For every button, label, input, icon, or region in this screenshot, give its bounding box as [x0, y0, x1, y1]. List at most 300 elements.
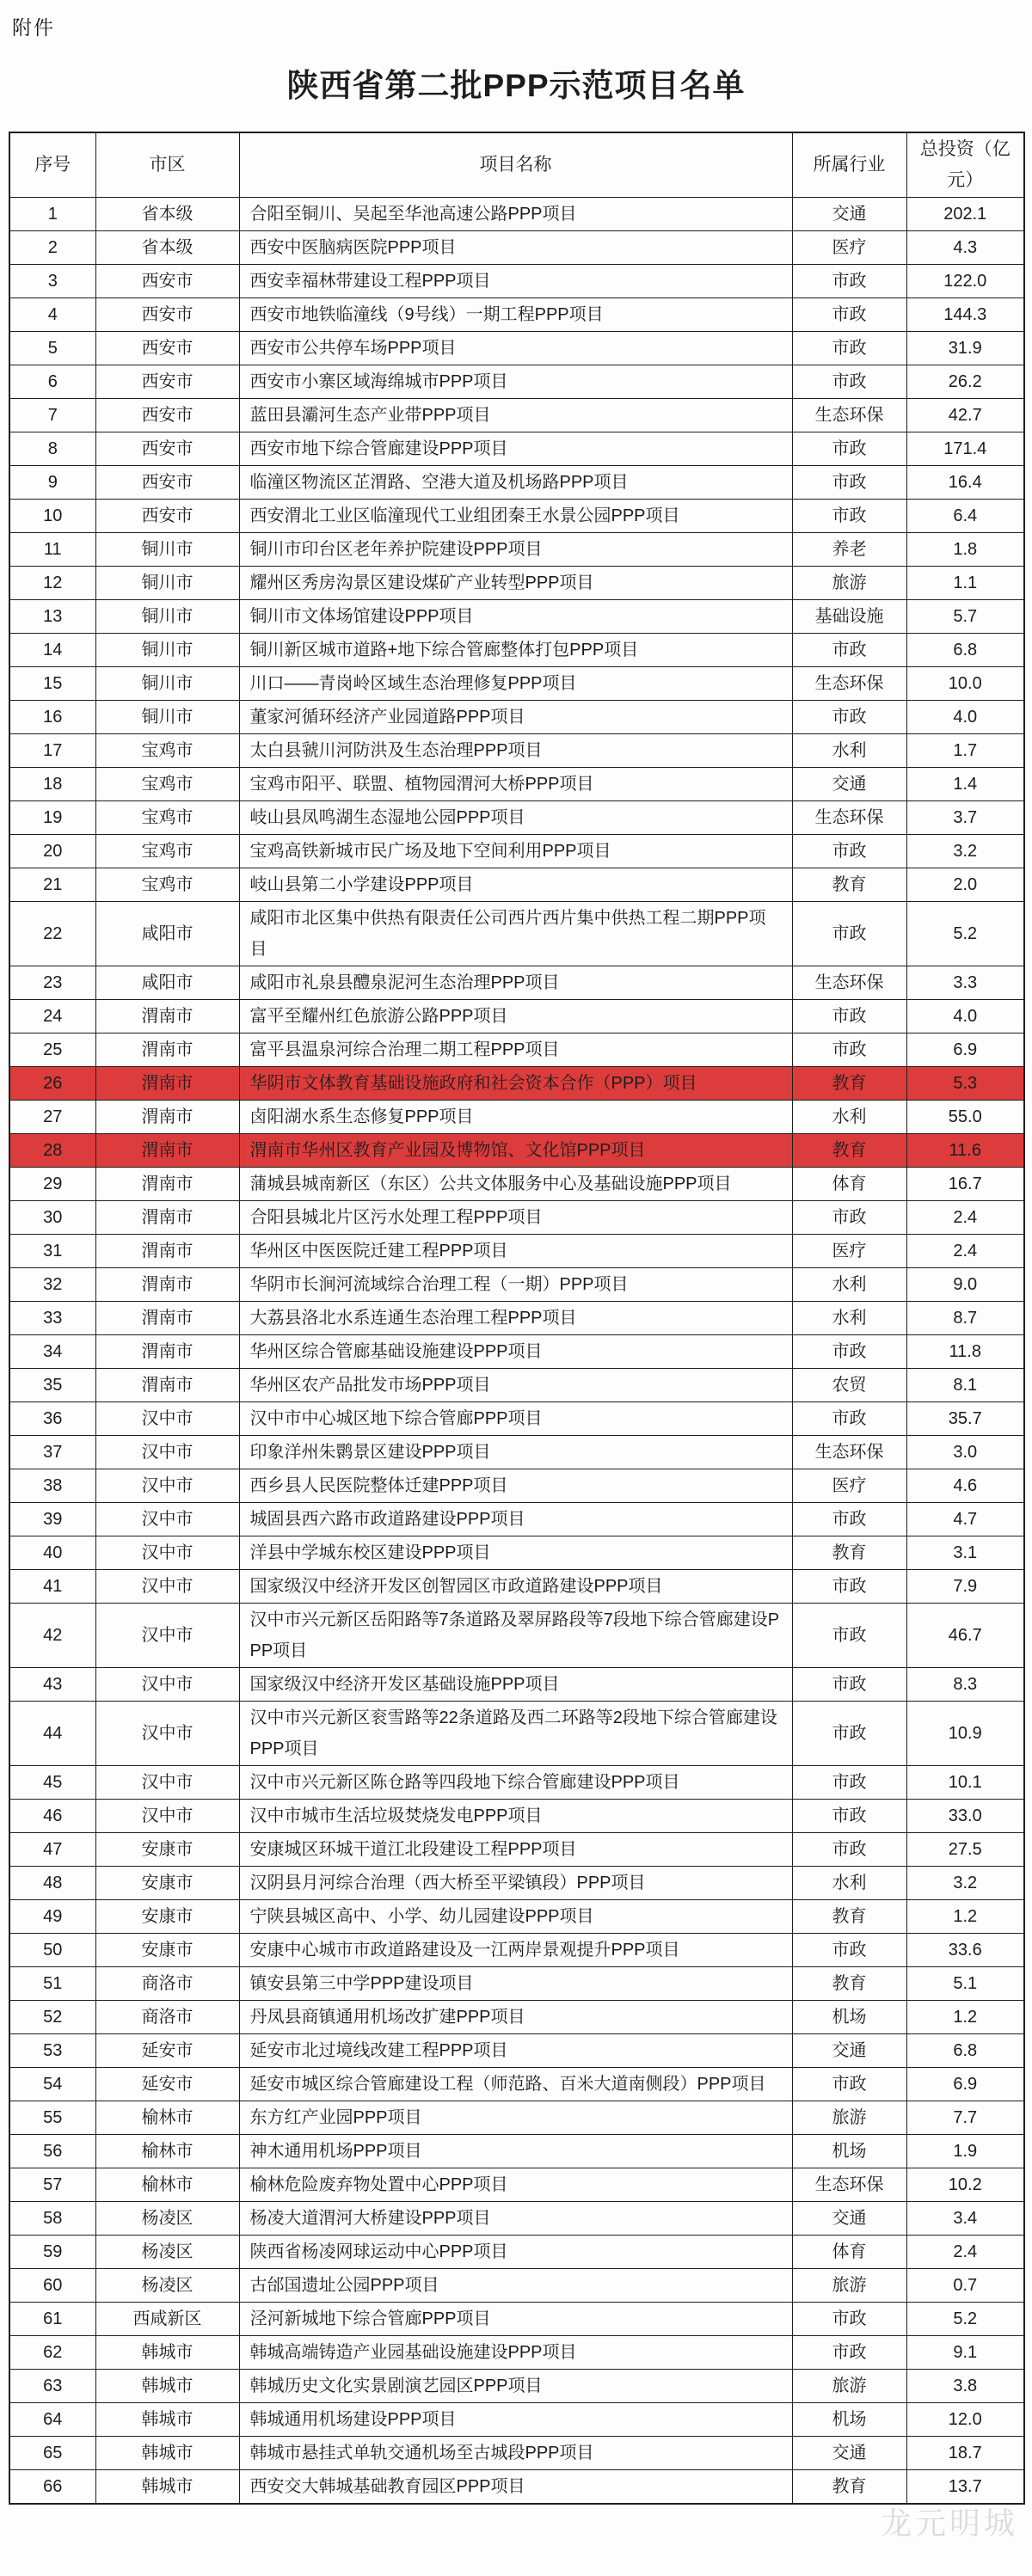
cell-no: 38 — [9, 1469, 95, 1503]
table-row — [9, 265, 1024, 298]
cell-city: 汉中市 — [95, 1766, 239, 1800]
table-row — [9, 1766, 1024, 1800]
cell-project: 西安市地下综合管廊建设PPP项目 — [239, 432, 792, 466]
cell-city: 宝鸡市 — [95, 768, 239, 801]
cell-investment: 12.0 — [906, 2403, 1024, 2437]
table-row — [9, 902, 1024, 966]
cell-industry: 水利 — [792, 1101, 906, 1134]
cell-no: 24 — [9, 1000, 95, 1033]
cell-project: 西安幸福林带建设工程PPP项目 — [239, 265, 792, 298]
table-row — [9, 1900, 1024, 1934]
cell-no: 2 — [9, 231, 95, 265]
cell-city: 韩城市 — [95, 2336, 239, 2370]
cell-project: 神木通用机场PPP项目 — [239, 2135, 792, 2168]
cell-project: 蒲城县城南新区（东区）公共文体服务中心及基础设施PPP项目 — [239, 1168, 792, 1201]
cell-no: 5 — [9, 332, 95, 365]
cell-project: 铜川市文体场馆建设PPP项目 — [239, 600, 792, 634]
col-header-city: 市区 — [95, 132, 239, 198]
cell-project: 杨凌大道渭河大桥建设PPP项目 — [239, 2202, 792, 2236]
cell-project: 宁陕县城区高中、小学、幼儿园建设PPP项目 — [239, 1900, 792, 1934]
cell-industry: 市政 — [792, 1668, 906, 1702]
table-row — [9, 1033, 1024, 1067]
table-row — [9, 365, 1024, 399]
cell-investment: 10.1 — [906, 1766, 1024, 1800]
cell-industry: 生态环保 — [792, 966, 906, 1000]
cell-investment: 18.7 — [906, 2437, 1024, 2470]
cell-city: 汉中市 — [95, 1402, 239, 1436]
cell-no: 26 — [9, 1067, 95, 1101]
table-row — [9, 1800, 1024, 1833]
cell-no: 28 — [9, 1134, 95, 1168]
cell-city: 西安市 — [95, 500, 239, 533]
cell-project: 洋县中学城东校区建设PPP项目 — [239, 1536, 792, 1570]
cell-industry: 市政 — [792, 1402, 906, 1436]
cell-no: 19 — [9, 801, 95, 835]
table-row — [9, 2470, 1024, 2505]
cell-project: 陕西省杨凌网球运动中心PPP项目 — [239, 2236, 792, 2269]
cell-no: 49 — [9, 1900, 95, 1934]
cell-no: 41 — [9, 1570, 95, 1604]
cell-city: 西安市 — [95, 332, 239, 365]
cell-no: 17 — [9, 734, 95, 768]
cell-no: 36 — [9, 1402, 95, 1436]
cell-no: 43 — [9, 1668, 95, 1702]
cell-investment: 4.0 — [906, 701, 1024, 734]
col-header-industry: 所属行业 — [792, 132, 906, 198]
cell-industry: 市政 — [792, 1503, 906, 1536]
table-row — [9, 2236, 1024, 2269]
cell-no: 7 — [9, 399, 95, 432]
cell-city: 西安市 — [95, 298, 239, 332]
cell-city: 渭南市 — [95, 1268, 239, 1302]
cell-investment: 1.7 — [906, 734, 1024, 768]
cell-project: 华州区综合管廊基础设施建设PPP项目 — [239, 1335, 792, 1369]
cell-investment: 4.6 — [906, 1469, 1024, 1503]
cell-industry: 机场 — [792, 2001, 906, 2034]
cell-industry: 生态环保 — [792, 667, 906, 701]
cell-investment: 3.3 — [906, 966, 1024, 1000]
cell-industry: 市政 — [792, 265, 906, 298]
cell-investment: 1.8 — [906, 533, 1024, 567]
cell-city: 西安市 — [95, 265, 239, 298]
cell-city: 渭南市 — [95, 1101, 239, 1134]
cell-no: 48 — [9, 1867, 95, 1900]
table-row — [9, 2068, 1024, 2101]
cell-no: 9 — [9, 466, 95, 500]
cell-project: 汉阴县月河综合治理（西大桥至平梁镇段）PPP项目 — [239, 1867, 792, 1900]
cell-city: 汉中市 — [95, 1503, 239, 1536]
watermark-text: 龙元明城 — [880, 2505, 1018, 2541]
cell-no: 11 — [9, 533, 95, 567]
cell-no: 39 — [9, 1503, 95, 1536]
cell-industry: 教育 — [792, 1536, 906, 1570]
cell-industry: 市政 — [792, 1201, 906, 1235]
cell-no: 1 — [9, 198, 95, 231]
cell-investment: 6.4 — [906, 500, 1024, 533]
cell-investment: 5.2 — [906, 902, 1024, 966]
table-row — [9, 2101, 1024, 2135]
cell-investment: 1.2 — [906, 1900, 1024, 1934]
page-title: 陕西省第二批PPP示范项目名单 — [286, 68, 746, 103]
cell-no: 44 — [9, 1702, 95, 1766]
table-row — [9, 332, 1024, 365]
cell-industry: 市政 — [792, 2336, 906, 2370]
cell-no: 61 — [9, 2303, 95, 2336]
cell-investment: 4.3 — [906, 231, 1024, 265]
table-row — [9, 2034, 1024, 2068]
cell-industry: 养老 — [792, 533, 906, 567]
cell-investment: 6.8 — [906, 634, 1024, 667]
cell-no: 55 — [9, 2101, 95, 2135]
cell-industry: 旅游 — [792, 2269, 906, 2303]
cell-project: 董家河循环经济产业园道路PPP项目 — [239, 701, 792, 734]
cell-industry: 教育 — [792, 868, 906, 902]
cell-city: 商洛市 — [95, 1967, 239, 2001]
cell-project: 华州区中医医院迁建工程PPP项目 — [239, 1235, 792, 1268]
cell-investment: 2.4 — [906, 1201, 1024, 1235]
cell-investment: 6.8 — [906, 2034, 1024, 2068]
cell-investment: 9.1 — [906, 2336, 1024, 2370]
cell-city: 杨凌区 — [95, 2202, 239, 2236]
cell-project: 印象洋州朱鹮景区建设PPP项目 — [239, 1436, 792, 1469]
cell-city: 渭南市 — [95, 1134, 239, 1168]
cell-project: 咸阳市北区集中供热有限责任公司西片西片集中供热工程二期PPP项目 — [239, 902, 792, 966]
cell-investment: 42.7 — [906, 399, 1024, 432]
cell-city: 汉中市 — [95, 1570, 239, 1604]
cell-city: 汉中市 — [95, 1469, 239, 1503]
cell-no: 4 — [9, 298, 95, 332]
table-row — [9, 1067, 1024, 1101]
cell-investment: 33.0 — [906, 1800, 1024, 1833]
cell-industry: 市政 — [792, 701, 906, 734]
cell-no: 50 — [9, 1934, 95, 1967]
cell-project: 临潼区物流区芷渭路、空港大道及机场路PPP项目 — [239, 466, 792, 500]
cell-project: 榆林危险废弃物处置中心PPP项目 — [239, 2168, 792, 2202]
cell-city: 宝鸡市 — [95, 835, 239, 868]
cell-city: 西安市 — [95, 399, 239, 432]
cell-city: 韩城市 — [95, 2470, 239, 2505]
cell-project: 咸阳市礼泉县醴泉泥河生态治理PPP项目 — [239, 966, 792, 1000]
cell-investment: 8.1 — [906, 1369, 1024, 1402]
cell-city: 渭南市 — [95, 1302, 239, 1335]
cell-project: 城固县西六路市政道路建设PPP项目 — [239, 1503, 792, 1536]
cell-no: 65 — [9, 2437, 95, 2470]
cell-city: 铜川市 — [95, 600, 239, 634]
cell-no: 59 — [9, 2236, 95, 2269]
table-row — [9, 2336, 1024, 2370]
cell-investment: 3.7 — [906, 801, 1024, 835]
cell-no: 15 — [9, 667, 95, 701]
cell-project: 岐山县第二小学建设PPP项目 — [239, 868, 792, 902]
cell-investment: 3.4 — [906, 2202, 1024, 2236]
cell-industry: 交通 — [792, 198, 906, 231]
cell-investment: 144.3 — [906, 298, 1024, 332]
table-row — [9, 1134, 1024, 1168]
cell-investment: 7.9 — [906, 1570, 1024, 1604]
cell-no: 63 — [9, 2370, 95, 2403]
cell-investment: 3.0 — [906, 1436, 1024, 1469]
cell-project: 韩城历史文化实景剧演艺园区PPP项目 — [239, 2370, 792, 2403]
table-row — [9, 701, 1024, 734]
cell-industry: 市政 — [792, 298, 906, 332]
cell-investment: 6.9 — [906, 2068, 1024, 2101]
cell-project: 耀州区秀房沟景区建设煤矿产业转型PPP项目 — [239, 567, 792, 600]
cell-city: 铜川市 — [95, 667, 239, 701]
cell-industry: 体育 — [792, 1168, 906, 1201]
cell-project: 国家级汉中经济开发区创智园区市政道路建设PPP项目 — [239, 1570, 792, 1604]
cell-no: 22 — [9, 902, 95, 966]
cell-city: 延安市 — [95, 2034, 239, 2068]
cell-city: 韩城市 — [95, 2403, 239, 2437]
table-row — [9, 2437, 1024, 2470]
cell-city: 渭南市 — [95, 1168, 239, 1201]
cell-project: 华州区农产品批发市场PPP项目 — [239, 1369, 792, 1402]
cell-industry: 市政 — [792, 2068, 906, 2101]
table-row — [9, 966, 1024, 1000]
cell-investment: 122.0 — [906, 265, 1024, 298]
cell-project: 岐山县凤鸣湖生态湿地公园PPP项目 — [239, 801, 792, 835]
cell-industry: 交通 — [792, 768, 906, 801]
cell-no: 27 — [9, 1101, 95, 1134]
cell-investment: 4.7 — [906, 1503, 1024, 1536]
cell-project: 富平至耀州红色旅游公路PPP项目 — [239, 1000, 792, 1033]
col-header-no: 序号 — [9, 132, 95, 198]
cell-city: 商洛市 — [95, 2001, 239, 2034]
cell-industry: 旅游 — [792, 2370, 906, 2403]
cell-project: 富平县温泉河综合治理二期工程PPP项目 — [239, 1033, 792, 1067]
cell-city: 杨凌区 — [95, 2236, 239, 2269]
cell-industry: 生态环保 — [792, 1436, 906, 1469]
cell-city: 延安市 — [95, 2068, 239, 2101]
cell-investment: 1.9 — [906, 2135, 1024, 2168]
table-row — [9, 667, 1024, 701]
table-row — [9, 801, 1024, 835]
cell-city: 榆林市 — [95, 2101, 239, 2135]
table-row — [9, 734, 1024, 768]
cell-project: 镇安县第三中学PPP建设项目 — [239, 1967, 792, 2001]
cell-project: 卤阳湖水系生态修复PPP项目 — [239, 1101, 792, 1134]
cell-industry: 市政 — [792, 432, 906, 466]
table-header — [9, 132, 1024, 198]
cell-no: 54 — [9, 2068, 95, 2101]
cell-project: 汉中市兴元新区岳阳路等7条道路及翠屏路段等7段地下综合管廊建设PPP项目 — [239, 1604, 792, 1668]
cell-investment: 27.5 — [906, 1833, 1024, 1867]
cell-city: 汉中市 — [95, 1702, 239, 1766]
table-row — [9, 634, 1024, 667]
cell-project: 西安市公共停车场PPP项目 — [239, 332, 792, 365]
header-row — [9, 132, 1024, 198]
cell-no: 30 — [9, 1201, 95, 1235]
table-row — [9, 1168, 1024, 1201]
cell-no: 53 — [9, 2034, 95, 2068]
table-row — [9, 1000, 1024, 1033]
cell-project: 国家级汉中经济开发区基础设施PPP项目 — [239, 1668, 792, 1702]
table-row — [9, 500, 1024, 533]
cell-project: 西安渭北工业区临潼现代工业组团秦王水景公园PPP项目 — [239, 500, 792, 533]
cell-industry: 市政 — [792, 1335, 906, 1369]
table-row — [9, 2135, 1024, 2168]
cell-city: 渭南市 — [95, 1201, 239, 1235]
cell-no: 29 — [9, 1168, 95, 1201]
cell-investment: 1.2 — [906, 2001, 1024, 2034]
cell-city: 省本级 — [95, 198, 239, 231]
table-row — [9, 432, 1024, 466]
cell-industry: 交通 — [792, 2202, 906, 2236]
table-row — [9, 1833, 1024, 1867]
table-row — [9, 1668, 1024, 1702]
cell-project: 韩城市悬挂式单轨交通机场至古城段PPP项目 — [239, 2437, 792, 2470]
cell-industry: 水利 — [792, 734, 906, 768]
cell-investment: 10.2 — [906, 2168, 1024, 2202]
cell-project: 古邰国遗址公园PPP项目 — [239, 2269, 792, 2303]
cell-investment: 6.9 — [906, 1033, 1024, 1067]
cell-city: 渭南市 — [95, 1067, 239, 1101]
cell-project: 西安中医脑病医院PPP项目 — [239, 231, 792, 265]
cell-no: 47 — [9, 1833, 95, 1867]
cell-no: 35 — [9, 1369, 95, 1402]
cell-investment: 13.7 — [906, 2470, 1024, 2505]
cell-industry: 交通 — [792, 2437, 906, 2470]
table-row — [9, 399, 1024, 432]
cell-no: 46 — [9, 1800, 95, 1833]
col-header-investment: 总投资（亿元） — [906, 132, 1024, 198]
cell-no: 57 — [9, 2168, 95, 2202]
cell-project: 西安交大韩城基础教育园区PPP项目 — [239, 2470, 792, 2505]
cell-no: 8 — [9, 432, 95, 466]
cell-city: 铜川市 — [95, 533, 239, 567]
cell-project: 宝鸡高铁新城市民广场及地下空间利用PPP项目 — [239, 835, 792, 868]
cell-investment: 171.4 — [906, 432, 1024, 466]
cell-project: 渭南市华州区教育产业园及博物馆、文化馆PPP项目 — [239, 1134, 792, 1168]
cell-no: 64 — [9, 2403, 95, 2437]
cell-no: 51 — [9, 1967, 95, 2001]
cell-city: 铜川市 — [95, 701, 239, 734]
cell-no: 12 — [9, 567, 95, 600]
cell-industry: 生态环保 — [792, 801, 906, 835]
cell-project: 宝鸡市阳平、联盟、植物园渭河大桥PPP项目 — [239, 768, 792, 801]
cell-industry: 市政 — [792, 634, 906, 667]
cell-industry: 市政 — [792, 332, 906, 365]
cell-no: 25 — [9, 1033, 95, 1067]
table-row — [9, 2001, 1024, 2034]
cell-investment: 2.4 — [906, 1235, 1024, 1268]
cell-investment: 202.1 — [906, 198, 1024, 231]
table-row — [9, 835, 1024, 868]
cell-no: 66 — [9, 2470, 95, 2505]
cell-no: 21 — [9, 868, 95, 902]
cell-city: 西安市 — [95, 365, 239, 399]
table-row — [9, 1335, 1024, 1369]
table-row — [9, 1235, 1024, 1268]
cell-industry: 交通 — [792, 2034, 906, 2068]
cell-city: 安康市 — [95, 1833, 239, 1867]
table-row — [9, 1934, 1024, 1967]
cell-industry: 农贸 — [792, 1369, 906, 1402]
cell-industry: 市政 — [792, 1604, 906, 1668]
cell-project: 汉中市兴元新区衮雪路等22条道路及西二环路等2段地下综合管廊建设PPP项目 — [239, 1702, 792, 1766]
cell-investment: 0.7 — [906, 2269, 1024, 2303]
cell-investment: 11.8 — [906, 1335, 1024, 1369]
cell-industry: 水利 — [792, 1302, 906, 1335]
cell-city: 宝鸡市 — [95, 734, 239, 768]
table-row — [9, 1702, 1024, 1766]
cell-project: 西安市小寨区域海绵城市PPP项目 — [239, 365, 792, 399]
table-row — [9, 1201, 1024, 1235]
cell-city: 汉中市 — [95, 1604, 239, 1668]
cell-no: 14 — [9, 634, 95, 667]
cell-no: 33 — [9, 1302, 95, 1335]
table-row — [9, 868, 1024, 902]
cell-city: 渭南市 — [95, 1000, 239, 1033]
cell-industry: 水利 — [792, 1268, 906, 1302]
cell-project: 韩城通用机场建设PPP项目 — [239, 2403, 792, 2437]
cell-industry: 市政 — [792, 500, 906, 533]
cell-project: 延安市城区综合管廊建设工程（师范路、百米大道南侧段）PPP项目 — [239, 2068, 792, 2101]
cell-city: 渭南市 — [95, 1369, 239, 1402]
table-row — [9, 466, 1024, 500]
table-row — [9, 1101, 1024, 1134]
cell-project: 西安市地铁临潼线（9号线）一期工程PPP项目 — [239, 298, 792, 332]
cell-industry: 医疗 — [792, 1469, 906, 1503]
cell-investment: 46.7 — [906, 1604, 1024, 1668]
col-header-project: 项目名称 — [239, 132, 792, 198]
cell-project: 合阳县城北片区污水处理工程PPP项目 — [239, 1201, 792, 1235]
cell-industry: 市政 — [792, 365, 906, 399]
cell-investment: 10.0 — [906, 667, 1024, 701]
cell-investment: 3.1 — [906, 1536, 1024, 1570]
cell-industry: 机场 — [792, 2403, 906, 2437]
cell-project: 铜川市印台区老年养护院建设PPP项目 — [239, 533, 792, 567]
cell-project: 韩城高端铸造产业园基础设施建设PPP项目 — [239, 2336, 792, 2370]
cell-city: 西安市 — [95, 466, 239, 500]
table-row — [9, 1268, 1024, 1302]
cell-city: 西安市 — [95, 432, 239, 466]
cell-industry: 教育 — [792, 2470, 906, 2505]
cell-investment: 16.4 — [906, 466, 1024, 500]
cell-project: 汉中市中心城区地下综合管廊PPP项目 — [239, 1402, 792, 1436]
cell-industry: 市政 — [792, 1000, 906, 1033]
table-row — [9, 2403, 1024, 2437]
projects-table — [9, 132, 1025, 2505]
table-row — [9, 1369, 1024, 1402]
table-row — [9, 1967, 1024, 2001]
cell-industry: 市政 — [792, 1033, 906, 1067]
cell-no: 31 — [9, 1235, 95, 1268]
cell-industry: 旅游 — [792, 567, 906, 600]
cell-investment: 31.9 — [906, 332, 1024, 365]
cell-investment: 35.7 — [906, 1402, 1024, 1436]
cell-no: 45 — [9, 1766, 95, 1800]
cell-industry: 教育 — [792, 1067, 906, 1101]
table-row — [9, 1302, 1024, 1335]
cell-investment: 4.0 — [906, 1000, 1024, 1033]
cell-no: 40 — [9, 1536, 95, 1570]
cell-industry: 教育 — [792, 1134, 906, 1168]
cell-investment: 5.1 — [906, 1967, 1024, 2001]
cell-industry: 医疗 — [792, 231, 906, 265]
cell-project: 安康中心城市市政道路建设及一江两岸景观提升PPP项目 — [239, 1934, 792, 1967]
cell-industry: 市政 — [792, 466, 906, 500]
table-row — [9, 1604, 1024, 1668]
cell-city: 西咸新区 — [95, 2303, 239, 2336]
cell-city: 渭南市 — [95, 1033, 239, 1067]
cell-no: 6 — [9, 365, 95, 399]
cell-investment: 1.4 — [906, 768, 1024, 801]
cell-investment: 7.7 — [906, 2101, 1024, 2135]
cell-city: 榆林市 — [95, 2135, 239, 2168]
table-row — [9, 1867, 1024, 1900]
cell-industry: 市政 — [792, 1570, 906, 1604]
